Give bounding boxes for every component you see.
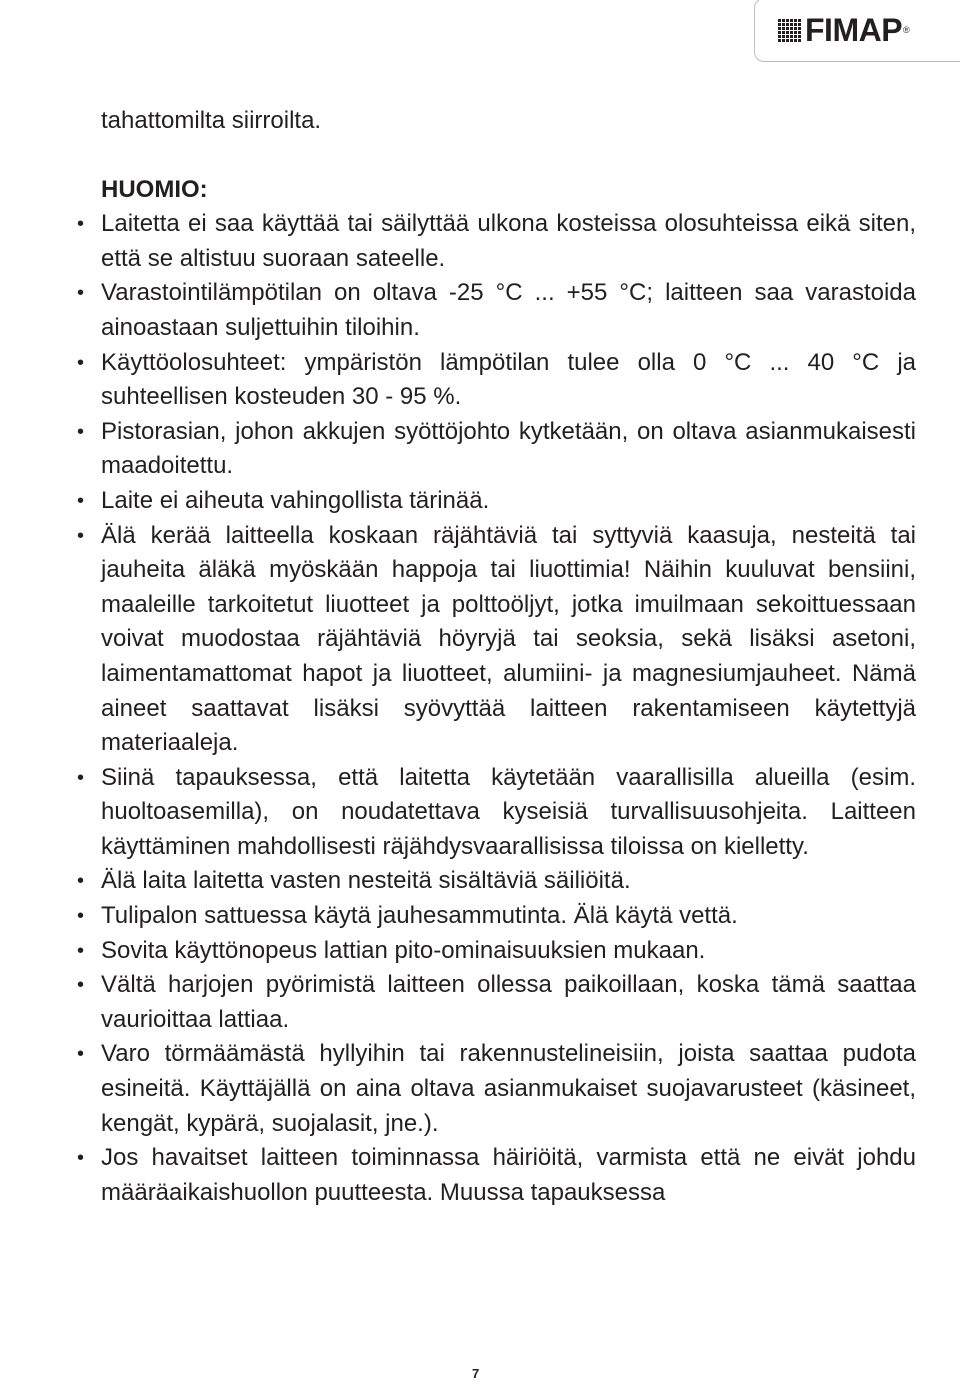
list-item: • Vältä harjojen pyörimistä laitteen ollessa paikoillaan, koska tämä saattaa vaurioittaa lattiaa. xyxy=(101,968,916,1037)
section-heading: HUOMIO: xyxy=(101,175,208,203)
list-item: • Varastointilämpötilan on oltava -25 °C ... +55 °C; laitteen saa varastoida ainoastaan suljettuihin tiloihin. xyxy=(101,276,916,345)
list-item: • Tulipalon sattuessa käytä jauhesammutinta. Älä käytä vettä. xyxy=(101,899,916,934)
logo-dot-grid-icon xyxy=(778,19,801,42)
logo-registered-mark: ® xyxy=(903,25,910,35)
logo-text: FIMAP xyxy=(805,12,903,48)
list-item: • Laite ei aiheuta vahingollista tärinää. xyxy=(101,484,916,519)
list-item: • Jos havaitset laitteen toiminnassa häiriöitä, varmista että ne eivät johdu määräaikaishuollon puutteesta. Muussa tapauksessa xyxy=(101,1141,916,1210)
continued-text: tahattomilta siirroilta. xyxy=(101,107,322,134)
list-item: • Varo törmäämästä hyllyihin tai rakennustelineisiin, joista saattaa pudota esineitä. Käyttäjällä on aina oltava asianmukaiset suojavarusteet (käsineet, kengät, kypärä, suojalasit, jne.). xyxy=(101,1037,916,1141)
list-item: • Käyttöolosuhteet: ympäristön lämpötilan tulee olla 0 °C ... 40 °C ja suhteellisen kosteuden 30 - 95 %. xyxy=(101,346,916,415)
document-body xyxy=(101,104,916,1210)
list-item: • Laitetta ei saa käyttää tai säilyttää ulkona kosteissa olosuhteissa eikä siten, että se altistuu suoraan sateelle. xyxy=(101,207,916,276)
fimap-logo xyxy=(778,14,910,46)
list-item: • Älä laita laitetta vasten nesteitä sisältäviä säiliöitä. xyxy=(101,864,916,899)
list-item: • Siinä tapauksessa, että laitetta käytetään vaarallisilla alueilla (esim. huoltoasemilla), on noudatettava kyseisiä turvallisuusohjeita. Laitteen käyttäminen mahdollisesti räjähdysvaarallisissa tiloissa on kielletty. xyxy=(101,761,916,865)
list-item: • Sovita käyttönopeus lattian pito-ominaisuuksien mukaan. xyxy=(101,934,916,969)
page-number: 7 xyxy=(472,1366,480,1381)
warning-list xyxy=(101,207,916,1210)
list-item: • Älä kerää laitteella koskaan räjähtäviä tai syttyviä kaasuja, nesteitä tai jauheita äläkä myöskään happoja tai liuottimia! Näihin kuuluvat bensiini, maaleille tarkoitetut liuotteet ja polttoöljyt, jotka imuilmaan sekoittuessaan voivat muodostaa räjähtäviä höyryjä tai seoksia, sekä lisäksi asetoni, laimentamattomat hapot ja liuotteet, alumiini- ja magnesiumjauheet. Nämä aineet saattavat lisäksi syövyttää laitteen rakentamiseen käytettyjä materiaaleja. xyxy=(101,519,916,761)
list-item: • Pistorasian, johon akkujen syöttöjohto kytketään, on oltava asianmukaisesti maadoitettu. xyxy=(101,415,916,484)
